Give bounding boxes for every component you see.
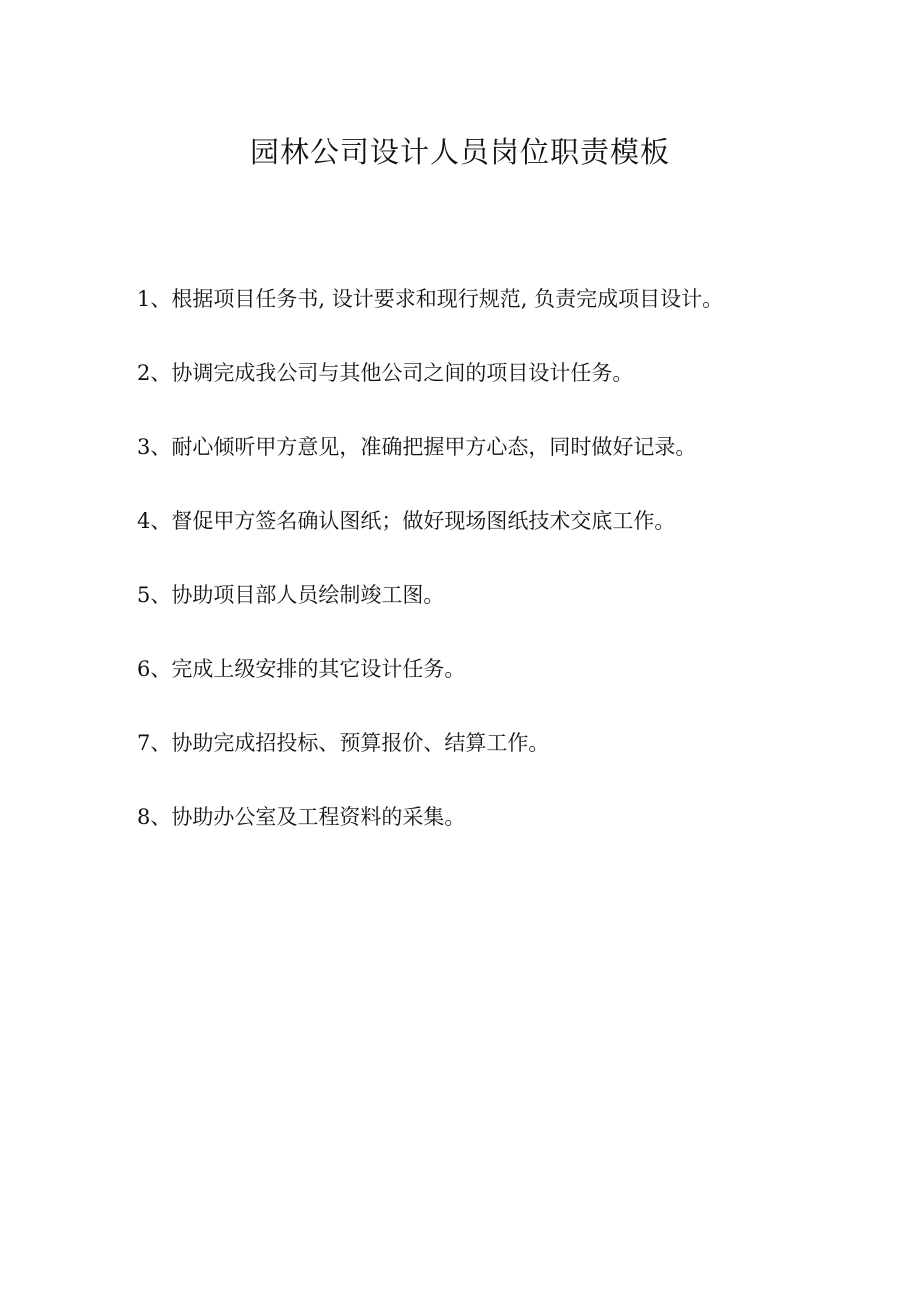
duty-item-6 <box>137 652 787 686</box>
duty-number: 5、 <box>137 583 172 607</box>
duty-text: 根据项目任务书, 设计要求和现行规范, 负责完成项目设计。 <box>171 287 724 311</box>
duty-item-7 <box>137 726 787 760</box>
duty-text: 协助办公室及工程资料的采集。 <box>171 805 466 829</box>
duty-item-5 <box>137 578 787 612</box>
duty-text: 协调完成我公司与其他公司之间的项目设计任务。 <box>171 361 634 385</box>
duty-number: 1、 <box>137 287 172 311</box>
duty-number: 4、 <box>137 509 172 533</box>
duty-text: 协助项目部人员绘制竣工图。 <box>171 583 445 607</box>
duty-text: 协助完成招投标、预算报价、结算工作。 <box>171 731 550 755</box>
duty-number: 2、 <box>137 361 172 385</box>
duty-item-3 <box>137 430 787 464</box>
duty-item-8 <box>137 800 787 834</box>
duty-item-4 <box>137 504 787 538</box>
duty-number: 8、 <box>137 805 172 829</box>
duty-number: 6、 <box>137 657 172 681</box>
duty-text: 耐心倾听甲方意见，准确把握甲方心态，同时做好记录。 <box>171 435 697 459</box>
duty-list <box>137 282 787 874</box>
document-title: 园林公司设计人员岗位职责模板 <box>249 135 670 169</box>
duty-text: 完成上级安排的其它设计任务。 <box>171 657 466 681</box>
duty-number: 3、 <box>137 435 172 459</box>
duty-item-1 <box>137 282 787 316</box>
duty-text: 督促甲方签名确认图纸；做好现场图纸技术交底工作。 <box>171 509 676 533</box>
duty-number: 7、 <box>137 731 172 755</box>
duty-item-2 <box>137 356 787 390</box>
